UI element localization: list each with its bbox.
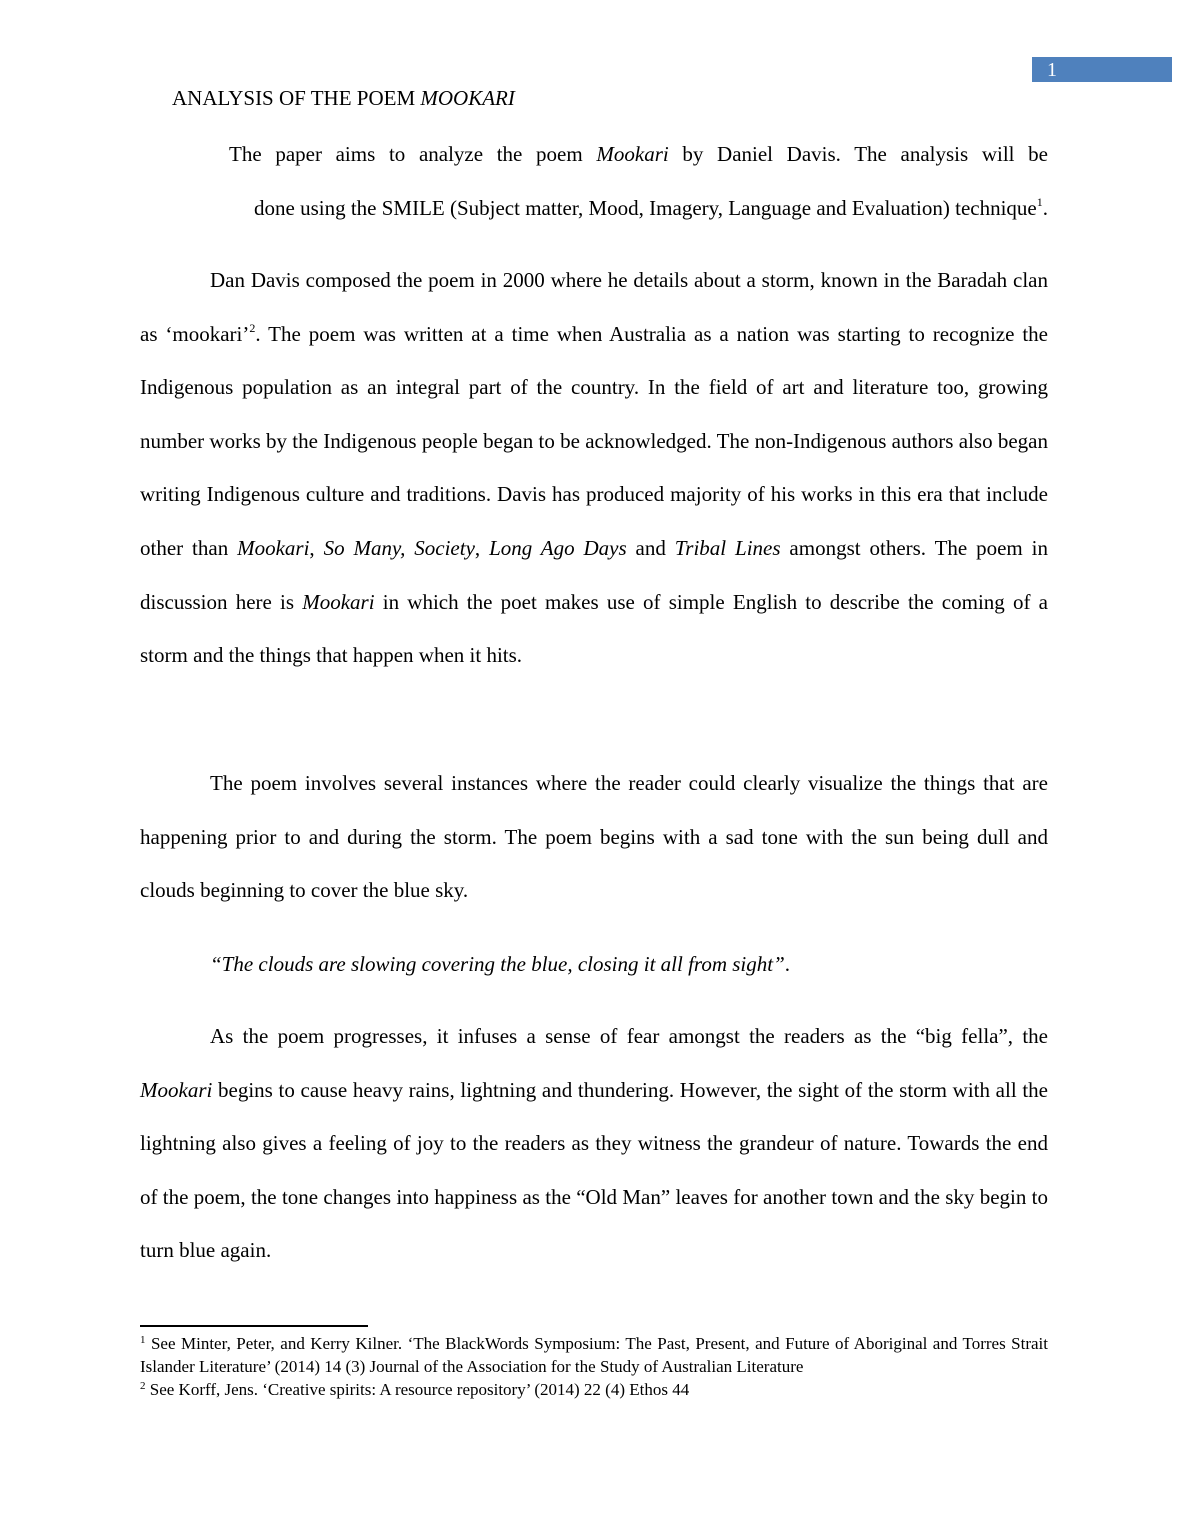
title-italic: MOOKARI	[420, 86, 515, 110]
para1-text-5: and	[626, 535, 675, 560]
quote-text: “The clouds are slowing covering the blue, closing it all from sight”	[210, 952, 785, 976]
paragraph-2: The poem involves several instances where the reader could clearly visualize the things that are happening prior to and during the storm. The poem begins with a sad tone with the sun being dull and clouds beginning to cover the blue sky.	[140, 771, 1048, 903]
para1-italic-1: Mookari	[237, 535, 310, 560]
para1-italic-5: Mookari	[302, 589, 375, 614]
document-title	[172, 84, 515, 112]
footnote-text-1: See Minter, Peter, and Kerry Kilner. ‘The BlackWords Symposium: The Past, Present, and Future of Aboriginal and Torres Strait Islander Literature’ (2014) 14 (3) Journal of the Association for the Study of Australian Literature	[140, 1334, 1048, 1376]
block-quote	[210, 944, 790, 984]
intro-text-3: done using the SMILE (Subject matter, Mood, Imagery, Language and Evaluation) technique	[254, 196, 1037, 220]
page-number: 1	[1047, 59, 1057, 81]
footnote-text-2: See Korff, Jens. ‘Creative spirits: A resource repository’ (2014) 22 (4) Ethos 44	[145, 1380, 690, 1399]
paragraph-3	[140, 1010, 1048, 1278]
title-prefix: ANALYSIS OF THE POEM	[172, 86, 421, 110]
footnotes	[140, 1332, 1048, 1401]
intro-text-4: .	[1042, 196, 1048, 220]
footnote-2	[140, 1378, 1048, 1401]
footnote-ref-2[interactable]: 2	[249, 320, 256, 335]
para3-text-2: begins to cause heavy rains, lightning and thundering. However, the sight of the storm with all the lightning also gives a feeling of joy to the readers as they witness the grandeur of nature. Towards the end of the poem, the tone changes into happiness as the “Old Man” leaves for another town and the sky begin to turn blue again.	[140, 1077, 1048, 1263]
footnote-ref-1[interactable]: 1	[1036, 195, 1043, 209]
intro-line-1	[140, 127, 1048, 181]
para1-text-2: . The poem was written at a time when Australia as a nation was starting to recognize the Indigenous population as an integral part of the country. In the field of art and literature too, growing number works by the Indigenous people began to be acknowledged. The non-Indigenous authors also began writing Indigenous culture and traditions. Davis has produced majority of his works in this era that include other than	[140, 321, 1048, 560]
para1-text-3: ,	[309, 535, 324, 560]
footnote-number-2: 2	[140, 1380, 146, 1392]
para1-text-6: amongst others. The poem in discussion here is	[140, 535, 1048, 614]
intro-text-1: The paper aims to analyze the poem	[229, 142, 597, 166]
footnote-number-1: 1	[140, 1334, 146, 1346]
footnote-1	[140, 1332, 1048, 1378]
page-number-box	[1032, 57, 1172, 82]
para1-text-1: Dan Davis composed the poem in 2000 where he details about a storm, known in the Baradah clan as ‘mookari’	[140, 268, 1048, 346]
footnote-separator	[140, 1325, 368, 1327]
intro-italic-1: Mookari	[596, 142, 669, 166]
para1-italic-3: Long Ago Days	[489, 535, 627, 560]
intro-text-2: by Daniel Davis. The analysis will be	[668, 142, 1048, 166]
para1-italic-2: So Many, Society	[323, 535, 475, 560]
quote-end: .	[784, 952, 791, 976]
para1-text-4: ,	[474, 535, 490, 560]
paragraph-1	[140, 254, 1048, 683]
para3-italic-1: Mookari	[140, 1077, 213, 1102]
para3-text-1: As the poem progresses, it infuses a sense of fear amongst the readers as the “big fella”, the	[210, 1024, 1048, 1048]
intro-paragraph	[140, 127, 1048, 235]
para1-italic-4: Tribal Lines	[674, 535, 781, 560]
intro-line-2	[140, 181, 1048, 235]
para1-text-7: in which the poet makes use of simple English to describe the coming of a storm and the things that happen when it hits.	[140, 589, 1048, 668]
